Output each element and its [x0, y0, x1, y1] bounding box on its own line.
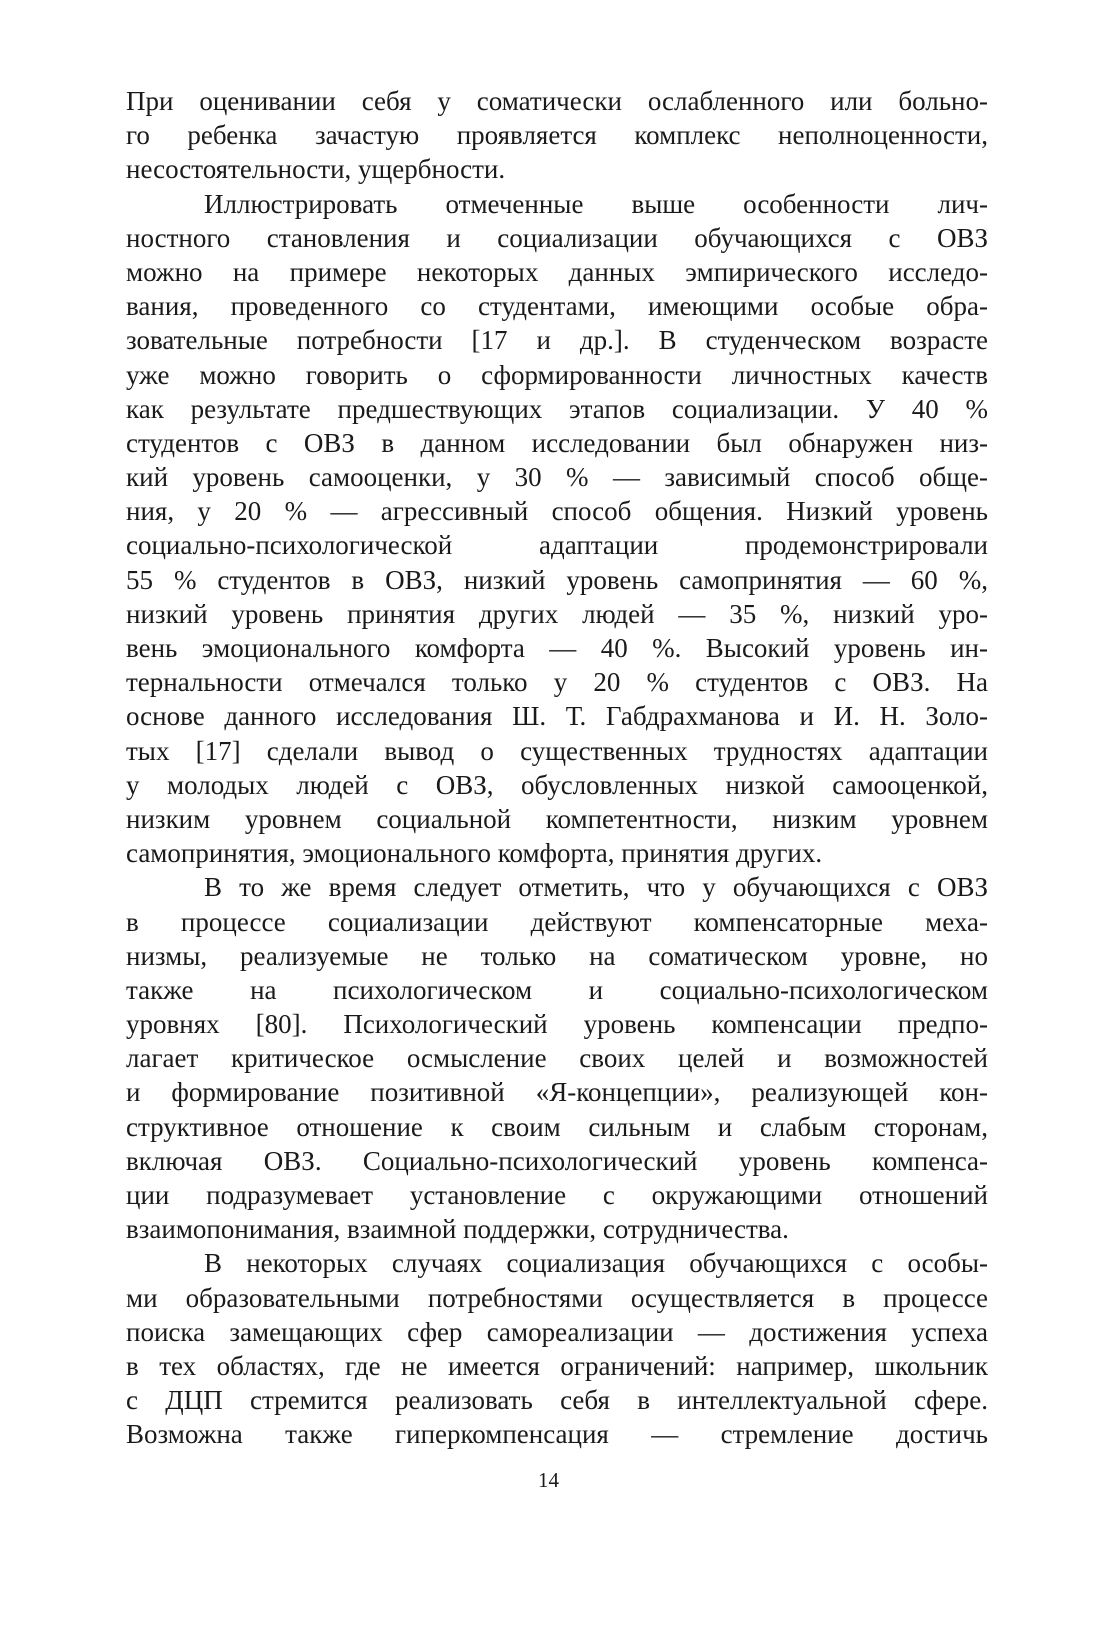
text-line: В некоторых случаях социализация обучающихся с особы-	[204, 1248, 988, 1279]
body-text	[126, 84, 988, 1452]
text-line: студентов с ОВЗ в данном исследовании был обнаружен низ-	[126, 427, 988, 458]
text-line: в тех областях, где не имеется ограничений: например, школьник	[126, 1350, 988, 1381]
text-line: ми образовательными потребностями осуществляется в процессе	[126, 1282, 988, 1313]
text-line: низким уровнем социальной компетентности, низким уровнем	[126, 803, 988, 834]
text-line: уже можно говорить о сформированности личностных качеств	[126, 359, 988, 390]
text-line: включая ОВЗ. Социально-психологический уровень компенса-	[126, 1145, 988, 1176]
text-line: тернальности отмечался только у 20 % студентов с ОВЗ. На	[126, 667, 988, 698]
text-line: можно на примере некоторых данных эмпирического исследо-	[126, 256, 988, 287]
text-line: социально-психологической адаптации продемонстрировали	[126, 530, 988, 561]
paragraph	[126, 187, 988, 871]
text-line: Возможна также гиперкомпенсация — стремление достичь	[126, 1419, 988, 1450]
text-line: Иллюстрировать отмеченные выше особенности лич-	[204, 188, 988, 219]
text-line: низкий уровень принятия других людей — 35 %, низкий уро-	[126, 598, 988, 629]
text-line: вания, проведенного со студентами, имеющими особые обра-	[126, 291, 988, 322]
text-line: ции подразумевает установление с окружающими отношений	[126, 1180, 988, 1210]
text-line: 55 % студентов в ОВЗ, низкий уровень самопринятия — 60 %,	[126, 564, 988, 595]
text-line: низмы, реализуемые не только на соматическом уровне, но	[126, 940, 988, 971]
text-line: также на психологическом и социально-психологическом	[126, 974, 988, 1005]
text-line: у молодых людей с ОВЗ, обусловленных низкой самооценкой,	[126, 769, 988, 800]
text-line: как результате предшествующих этапов социализации. У 40 %	[126, 393, 988, 424]
text-line: В то же время следует отметить, что у обучающихся с ОВЗ	[204, 872, 988, 903]
text-line: тых [17] сделали вывод о существенных трудностях адаптации	[126, 735, 988, 766]
paragraph	[126, 870, 988, 1246]
text-line: в процессе социализации действуют компенсаторные меха-	[126, 906, 988, 937]
text-line: с ДЦП стремится реализовать себя в интеллектуальной сфере.	[126, 1385, 988, 1416]
text-line: При оценивании себя у соматически ослабленного или больно-	[126, 86, 988, 116]
text-line: самопринятия, эмоционального комфорта, принятия других.	[126, 838, 823, 869]
text-line: ния, у 20 % — агрессивный способ общения. Низкий уровень	[126, 496, 988, 527]
text-line: кий уровень самооценки, у 30 % — зависимый способ обще-	[126, 462, 988, 493]
paragraph	[126, 84, 988, 187]
text-line: взаимопонимания, взаимной поддержки, сотрудничества.	[126, 1214, 789, 1245]
text-line: уровнях [80]. Психологический уровень компенсации предпо-	[126, 1009, 988, 1040]
text-line: го ребенка зачастую проявляется комплекс неполноценности,	[126, 120, 988, 151]
text-line: зовательные потребности [17 и др.]. В студенческом возрасте	[126, 325, 988, 356]
text-line: несостоятельности, ущербности.	[126, 154, 506, 185]
paragraph	[126, 1246, 988, 1451]
page-number: 14	[538, 1468, 559, 1492]
text-line: и формирование позитивной «Я-концепции», реализующей кон-	[126, 1077, 988, 1108]
text-line: лагает критическое осмысление своих целей и возможностей	[126, 1043, 988, 1074]
text-line: вень эмоционального комфорта — 40 %. Высокий уровень ин-	[126, 633, 988, 663]
text-line: структивное отношение к своим сильным и слабым сторонам,	[126, 1111, 988, 1142]
text-line: ностного становления и социализации обучающихся с ОВЗ	[126, 222, 988, 253]
text-line: основе данного исследования Ш. Т. Габдрахманова и И. Н. Золо-	[126, 701, 988, 732]
text-line: поиска замещающих сфер самореализации — достижения успеха	[126, 1316, 988, 1347]
